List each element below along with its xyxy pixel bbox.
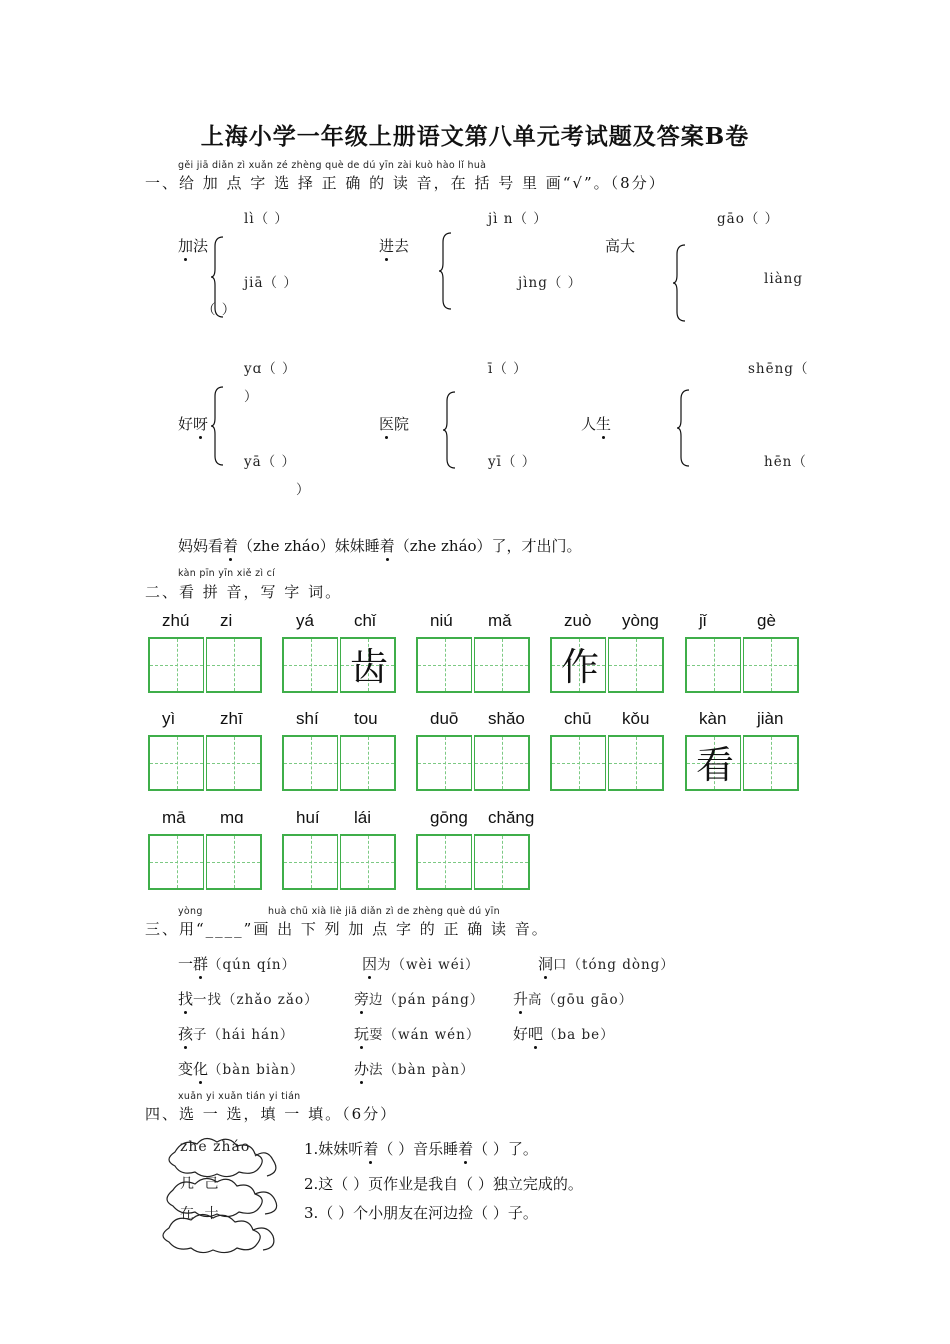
s1-opt-paren: ） [244,389,259,405]
item-pre: 变 [178,1060,194,1078]
cell-char [475,737,531,793]
dot-char: 办 [354,1060,370,1078]
writing-cell[interactable] [206,637,262,693]
dot-char: 升 [513,990,529,1008]
cell-char [341,836,397,892]
box-pinyin: chū [564,709,592,728]
cell-char [207,639,263,695]
writing-cell[interactable] [743,735,799,791]
s1-opt-i: ī（ ） [488,361,528,377]
item-rest: （bàn biàn） [208,1062,305,1078]
s1-opt-jin: jì n（ ） [488,211,548,227]
s3-item [178,988,319,1009]
item-rest: 边（pán páng） [369,992,485,1008]
s3-item [513,988,633,1009]
brace-icon [673,244,687,322]
s3-item [178,1023,294,1044]
writing-cell[interactable] [206,834,262,890]
item-pre: 好 [513,1025,529,1043]
box-pinyin: chǐ [354,611,376,630]
s1-opt-hen: hēn（ [764,454,807,470]
item-rest: 耍（wán wén） [369,1027,481,1043]
dot-char: 洞 [538,955,554,973]
box-pinyin: chǎng [488,808,535,827]
item-pre: 一 [178,955,194,973]
s4-q1 [304,1138,538,1159]
word-rest: 大 [620,237,636,255]
cell-char [284,639,340,695]
writing-cell[interactable] [340,735,396,791]
box-pinyin: zhú [162,611,190,630]
cell-char [744,639,800,695]
dot-char: 着 [363,1140,379,1158]
s4-q2: 2.这（ ）页作业是我自（ ）独立完成的。 [304,1175,583,1193]
s1-word-jiafa [178,235,208,256]
item-rest: 为（wèi wéi） [377,957,480,973]
s4-pinyin: xuǎn yi xuǎn tián yi tián [178,1091,301,1102]
s1-opt-sheng: shēng（ [748,361,809,377]
word-rest: 高 [605,237,621,255]
dot-char: 着 [458,1140,474,1158]
cell-char [207,737,263,793]
writing-cell[interactable] [685,735,741,791]
s3-item [354,988,484,1009]
box-pinyin: tou [354,709,378,728]
cell-char [475,836,531,892]
s1-opt-jing: jìng（ ） [518,275,583,291]
s3-item [354,1023,480,1044]
cloud-text: 几 己 [180,1176,222,1192]
s3-item [538,953,675,974]
item-rest: 一找（zhǎo zǎo） [193,992,319,1008]
s1-word-gaoda [605,235,635,256]
dot-char: 着 [223,537,239,555]
box-pinyin: yòng [622,611,659,630]
cell-char [150,737,206,793]
q-part: 1.妹妹听 [304,1140,364,1158]
writing-cell[interactable] [340,834,396,890]
cloud-text: 在 十 [180,1206,222,1222]
dot-char: 医 [379,415,395,433]
cell-char [475,639,531,695]
s3-item [362,953,480,974]
writing-cell[interactable] [416,834,472,890]
item-rest: 高（gōu gāo） [528,992,634,1008]
s2-heading: 二、看 拼 音，写 字 词。 [145,583,343,601]
writing-cell[interactable] [474,637,530,693]
box-pinyin: huí [296,808,320,827]
s1-word-haoya [178,413,208,434]
dot-char: 生 [596,415,612,433]
s3-item [178,1058,304,1079]
box-pinyin: zi [220,611,233,630]
dot-char: 化 [193,1060,209,1078]
s1-sentence [178,535,582,556]
cell-char [150,836,206,892]
box-pinyin: zhī [220,709,243,728]
writing-cell[interactable] [148,735,204,791]
cell-char [609,737,665,793]
writing-cell[interactable] [550,637,606,693]
brace-icon [677,389,691,467]
word-rest: 去 [394,237,410,255]
dot-char: 加 [178,237,194,255]
s3-pinyin-b: huà chū xià liè jiā diǎn zì de zhèng què dú yīn [268,906,500,917]
writing-cell[interactable] [206,735,262,791]
s3-pinyin-a: yòng [178,906,203,917]
dot-char: 旁 [354,990,370,1008]
s1-opt-paren: （ ） [202,302,237,318]
box-pinyin: kǒu [622,709,650,728]
s1-opt-liang: liàng [764,271,804,287]
s1-opt-ya: yɑ（ ） [244,361,297,377]
box-pinyin: niú [430,611,453,630]
dot-char: 吧 [528,1025,544,1043]
word-rest: 好 [178,415,194,433]
box-pinyin: yá [296,611,314,630]
s3-item [354,1058,475,1079]
box-pinyin: duō [430,709,459,728]
item-rest: （ba be） [543,1027,615,1043]
sentence-part: 妈妈看 [178,537,224,555]
dot-char: 因 [362,955,378,973]
s3-item [513,1023,615,1044]
box-pinyin: shǎo [488,709,525,728]
writing-cell[interactable] [282,834,338,890]
writing-cell[interactable] [148,637,204,693]
item-rest: （qún qín） [208,957,297,973]
s1-opt-paren: ） [296,482,311,498]
brace-icon [443,391,457,469]
word-rest: 人 [581,415,597,433]
s2-pinyin: kàn pīn yīn xiě zì cí [178,568,276,579]
brace-icon [211,386,225,466]
writing-cell[interactable] [282,735,338,791]
cell-char [744,737,800,793]
q-part: （ ）音乐睡 [378,1140,459,1158]
sentence-part: （zhe zháo）妹妹睡 [238,537,380,555]
writing-cell[interactable] [474,735,530,791]
cell-char [284,737,340,793]
cell-char [687,639,743,695]
dot-char: 玩 [354,1025,370,1043]
s1-opt-li: lì（ ） [244,211,289,227]
box-pinyin: mǎ [488,611,512,630]
s1-word-yiyuan [379,413,409,434]
s1-word-jinqu [379,235,409,256]
cell-char [609,639,665,695]
item-rest: 口（tóng dòng） [553,957,675,973]
writing-cell[interactable] [340,637,396,693]
s1-opt-gao: gāo（ ） [717,211,780,227]
cell-char [284,836,340,892]
box-pinyin: mɑ [220,808,244,827]
writing-cell[interactable] [474,834,530,890]
cell-char [552,737,608,793]
s3-item [178,953,296,974]
box-pinyin: jiàn [757,709,784,728]
item-rest: 法（bàn pàn） [369,1062,475,1078]
cell-char: 作 [560,645,599,689]
brace-icon [211,236,225,318]
box-pinyin: gè [757,611,776,630]
s4-heading: 四、选 一 选，填 一 填。（6分） [145,1105,398,1123]
q-part: （ ）了。 [473,1140,538,1158]
writing-cell[interactable] [550,735,606,791]
cell-char [341,737,397,793]
cloud-text: zhe zháo [180,1139,251,1155]
dot-char: 孩 [178,1025,194,1043]
s1-opt-ya2: yā（ ） [244,454,296,470]
page-title: 上海小学一年级上册语文第八单元考试题及答案B卷 [200,123,750,150]
writing-cell[interactable] [282,637,338,693]
dot-char: 找 [178,990,194,1008]
dot-char: 着 [379,537,395,555]
box-pinyin: shí [296,709,319,728]
dot-char: 呀 [193,415,209,433]
s3-heading: 三、用“____”画 出 下 列 加 点 字 的 正 确 读 音。 [145,920,549,938]
box-pinyin: lái [354,808,372,827]
cell-char [150,639,206,695]
cell-char [418,639,474,695]
writing-cell[interactable] [608,735,664,791]
dot-char: 进 [379,237,395,255]
box-pinyin: gōng [430,808,468,827]
word-rest: 法 [193,237,209,255]
writing-cell[interactable] [416,735,472,791]
writing-cell[interactable] [685,637,741,693]
cell-char [207,836,263,892]
s1-heading: 一、给 加 点 字 选 择 正 确 的 读 音，在 括 号 里 画“√”。（8分） [145,174,666,192]
writing-cell[interactable] [416,637,472,693]
box-pinyin: yì [162,709,176,728]
brace-icon [439,232,453,310]
cell-char [418,836,474,892]
sentence-part: （zhe zháo）了，才出门。 [394,537,582,555]
writing-cell[interactable] [148,834,204,890]
box-pinyin: zuò [564,611,592,630]
cell-char: 看 [695,743,734,787]
box-pinyin: mā [162,808,186,827]
s1-opt-jia: jiā（ ） [244,275,298,291]
cell-char: 齿 [349,645,388,689]
box-pinyin: kàn [699,709,727,728]
s1-opt-yi: yī（ ） [488,454,537,470]
word-rest: 院 [394,415,410,433]
s1-word-rensheng [581,413,611,434]
item-rest: 子（hái hán） [193,1027,295,1043]
writing-cell[interactable] [608,637,664,693]
box-pinyin: jǐ [699,611,707,630]
s1-pinyin: gěi jiā diǎn zì xuǎn zé zhèng què de dú yīn zài kuò hào lǐ huà [178,160,487,171]
writing-cell[interactable] [743,637,799,693]
s4-q3: 3.（ ）个小朋友在河边捡（ ）子。 [304,1204,538,1222]
dot-char: 群 [193,955,209,973]
cell-char [418,737,474,793]
